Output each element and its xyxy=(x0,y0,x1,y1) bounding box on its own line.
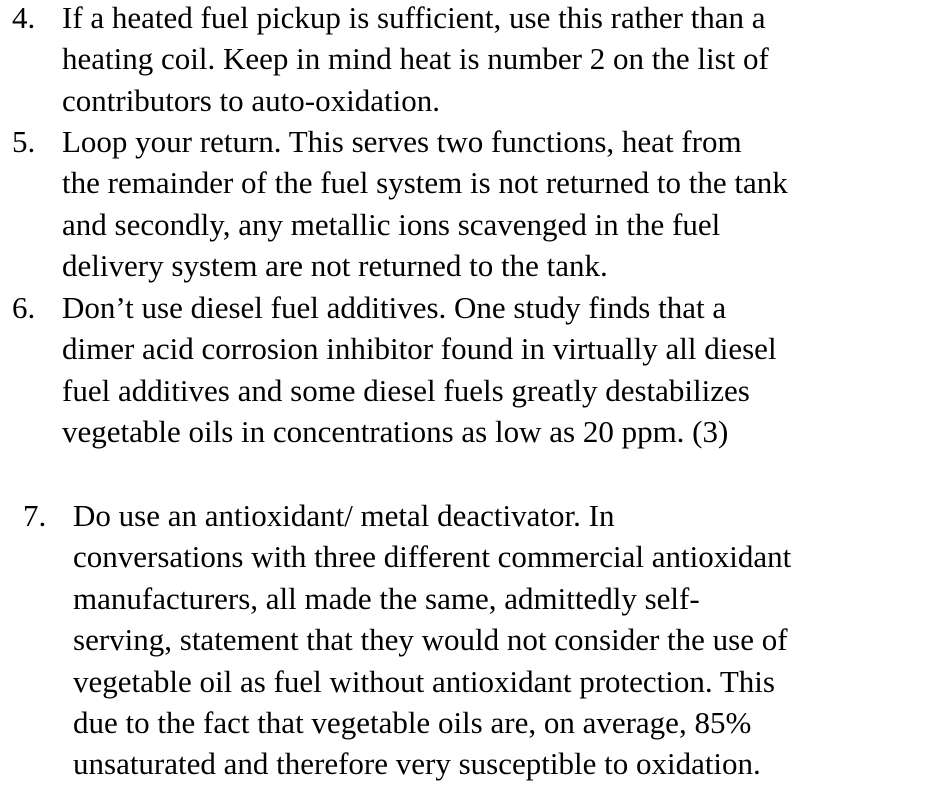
list-item-number: 4. xyxy=(12,0,36,35)
list-item-line: delivery system are not returned to the tank. xyxy=(62,248,608,284)
list-item xyxy=(12,0,769,121)
list-item-line: If a heated fuel pickup is sufficient, use this rather than a xyxy=(62,0,766,35)
list-item-line: and secondly, any metallic ions scavenged in the fuel xyxy=(62,206,721,242)
list-item xyxy=(12,121,788,287)
list-item-line: serving, statement that they would not consider the use of xyxy=(73,622,788,658)
list-item-line: vegetable oil as fuel without antioxidant protection. This xyxy=(73,663,775,699)
list-item-number: 7. xyxy=(23,498,47,533)
list-item-line: contributors to auto-oxidation. xyxy=(62,82,440,118)
list-item-line: due to the fact that vegetable oils are, on average, 85% xyxy=(73,705,752,741)
list-item xyxy=(23,495,792,785)
list-item-line: manufacturers, all made the same, admittedly self- xyxy=(73,580,700,616)
list-item-line: Loop your return. This serves two functions, heat from xyxy=(62,124,742,159)
list-item-line: Do use an antioxidant/ metal deactivator. In xyxy=(73,498,615,533)
list-item-number: 6. xyxy=(12,290,36,325)
list-item-line: conversations with three different commercial antioxidant xyxy=(73,539,792,575)
list-item-line: Don’t use diesel fuel additives. One study finds that a xyxy=(62,290,727,325)
list-item-line: heating coil. Keep in mind heat is number 2 on the list of xyxy=(62,41,769,77)
list-item-line: dimer acid corrosion inhibitor found in virtually all diesel xyxy=(62,331,777,367)
list-item-number: 5. xyxy=(12,124,36,159)
list-item-line: the remainder of the fuel system is not returned to the tank xyxy=(62,165,788,201)
list-item-line: vegetable oils in concentrations as low as 20 ppm. (3) xyxy=(62,414,729,450)
list-item-line: fuel additives and some diesel fuels greatly destabilizes xyxy=(62,372,750,408)
list-item-line: unsaturated and therefore very susceptible to oxidation. xyxy=(73,746,761,782)
list-item xyxy=(12,287,777,453)
